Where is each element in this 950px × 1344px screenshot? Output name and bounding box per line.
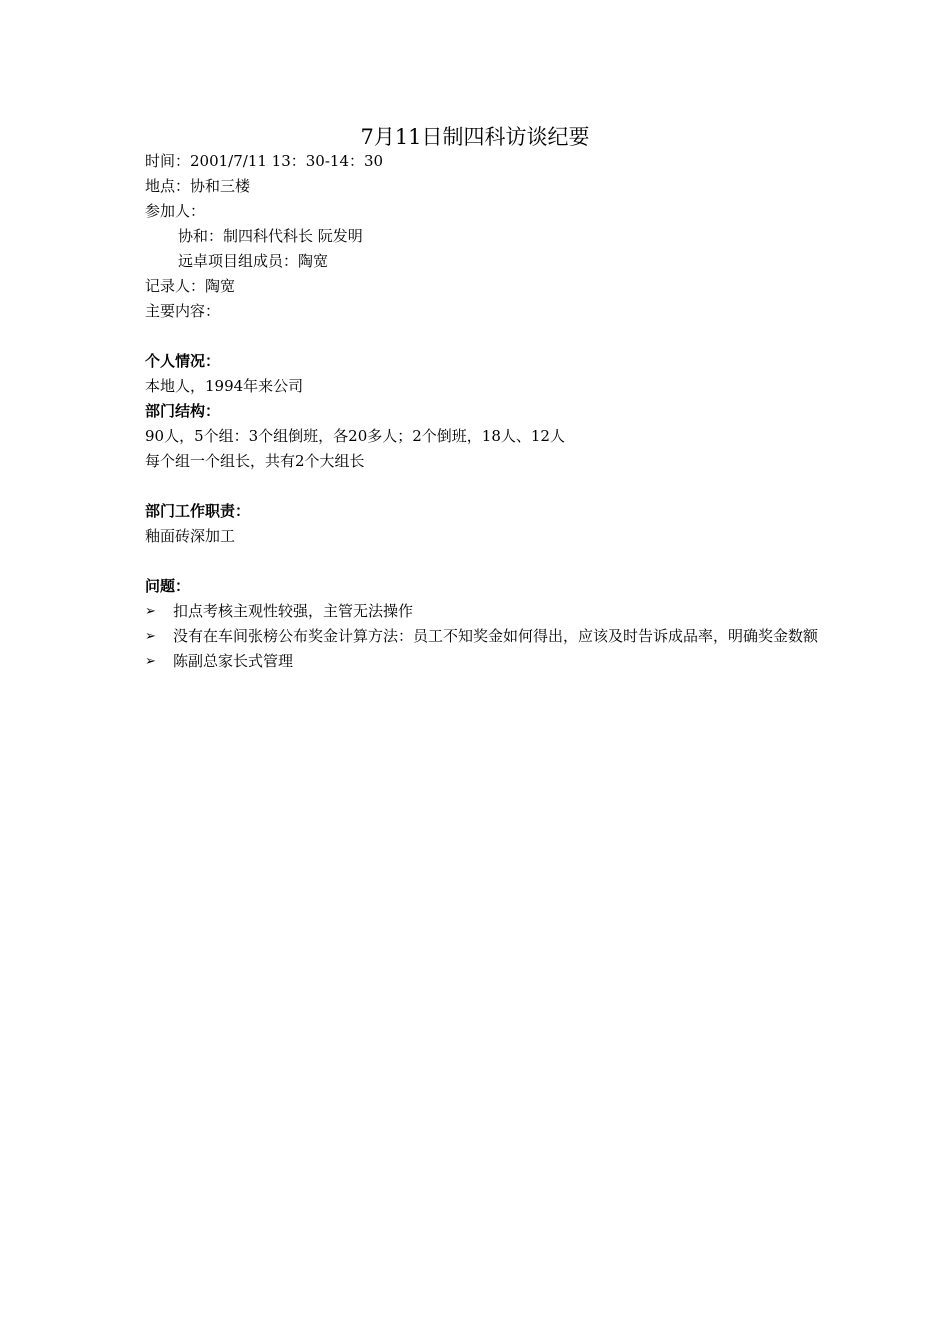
participant-project-team: 远卓项目组成员：陶宽 [178, 252, 329, 270]
spacer [145, 474, 825, 499]
list-item [145, 624, 825, 649]
issues-list [145, 599, 825, 674]
arrow-bullet-icon: ➢ [145, 629, 156, 644]
participants-label: 参加人： [145, 202, 206, 220]
spacer [145, 324, 825, 349]
arrow-bullet-icon: ➢ [145, 604, 156, 619]
meeting-place: 地点：协和三楼 [145, 177, 251, 195]
personal-heading: 个人情况： [145, 352, 221, 370]
document-body [145, 149, 825, 674]
recorder: 记录人：陶宽 [145, 277, 236, 295]
meeting-time: 时间：2001/7/11 13：30-14：30 [145, 152, 384, 170]
structure-line-2: 每个组一个组长，共有2个大组长 [145, 452, 365, 470]
structure-heading: 部门结构： [145, 402, 221, 420]
document-title: 7月11日制四科访谈纪要 [360, 125, 590, 149]
arrow-bullet-icon: ➢ [145, 654, 156, 669]
issues-heading: 问题： [145, 577, 191, 595]
structure-line-1: 90人，5个组：3个组倒班，各20多人；2个倒班，18人、12人 [145, 427, 565, 445]
issue-text: 陈副总家长式管理 [173, 652, 294, 670]
duties-text: 釉面砖深加工 [145, 527, 236, 545]
issue-text: 扣点考核主观性较强，主管无法操作 [173, 602, 414, 620]
main-content-label: 主要内容： [145, 302, 221, 320]
issue-text: 没有在车间张榜公布奖金计算方法：员工不知奖金如何得出，应该及时告诉成品率，明确奖金数额 [173, 627, 819, 645]
participant-xiehe: 协和：制四科代科长 阮发明 [178, 227, 363, 245]
list-item [145, 599, 825, 624]
duties-heading: 部门工作职责： [145, 502, 251, 520]
spacer [145, 549, 825, 574]
list-item [145, 649, 825, 674]
personal-text: 本地人，1994年来公司 [145, 377, 304, 395]
